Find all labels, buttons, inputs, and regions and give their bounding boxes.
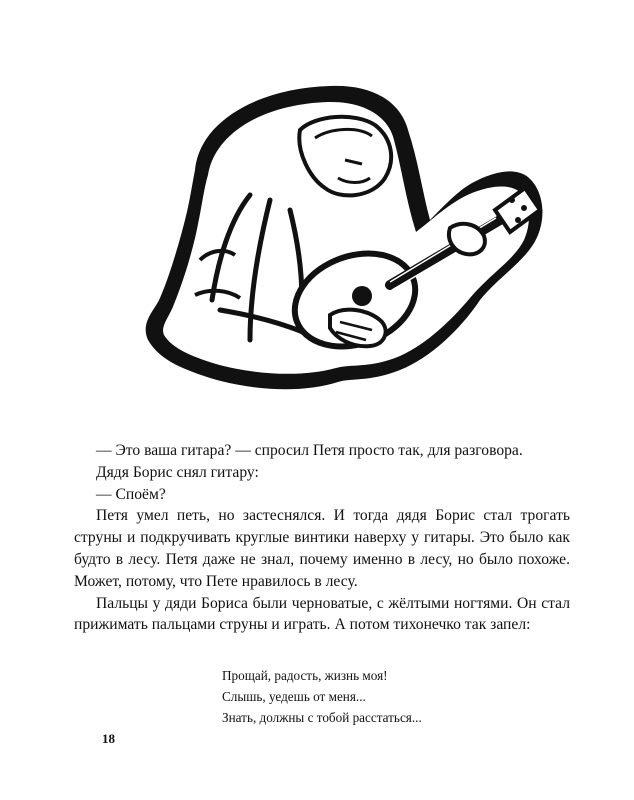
paragraph-dialogue-1: — Это ваша гитара? — спросил Петя просто так, для разговора.: [96, 442, 523, 459]
page-number: 18: [102, 731, 115, 746]
paragraph-narration-1: Петя умел петь, но застеснялся. И тогда дядя Борис стал трогать струны и подкручивать круглые винтики наверху у гитары. Это было как будто в лесу. Петя даже не знал, почему именно в лесу, но было похоже. Может, потому, что Пете нравилось в лесу.: [74, 507, 570, 590]
paragraph-dialogue-3: — Споём?: [96, 485, 166, 503]
verse-line: Слышь, уедешь от меня...: [222, 689, 366, 704]
paragraph-dialogue-2: Дядя Борис снял гитару:: [96, 463, 259, 481]
guitarist-illustration: [100, 60, 560, 405]
paragraph-narration-2: Пальцы у дяди Бориса были черноватые, с жёлтыми ногтями. Он стал прижимать пальцами струны и играть. А потом тихонечко так запел:: [74, 594, 570, 634]
song-verse: [222, 665, 542, 728]
body-text: [74, 440, 570, 636]
verse-line: Знать, должны с тобой расстаться...: [222, 710, 422, 725]
verse-line: Прощай, радость, жизнь моя!: [222, 668, 388, 683]
